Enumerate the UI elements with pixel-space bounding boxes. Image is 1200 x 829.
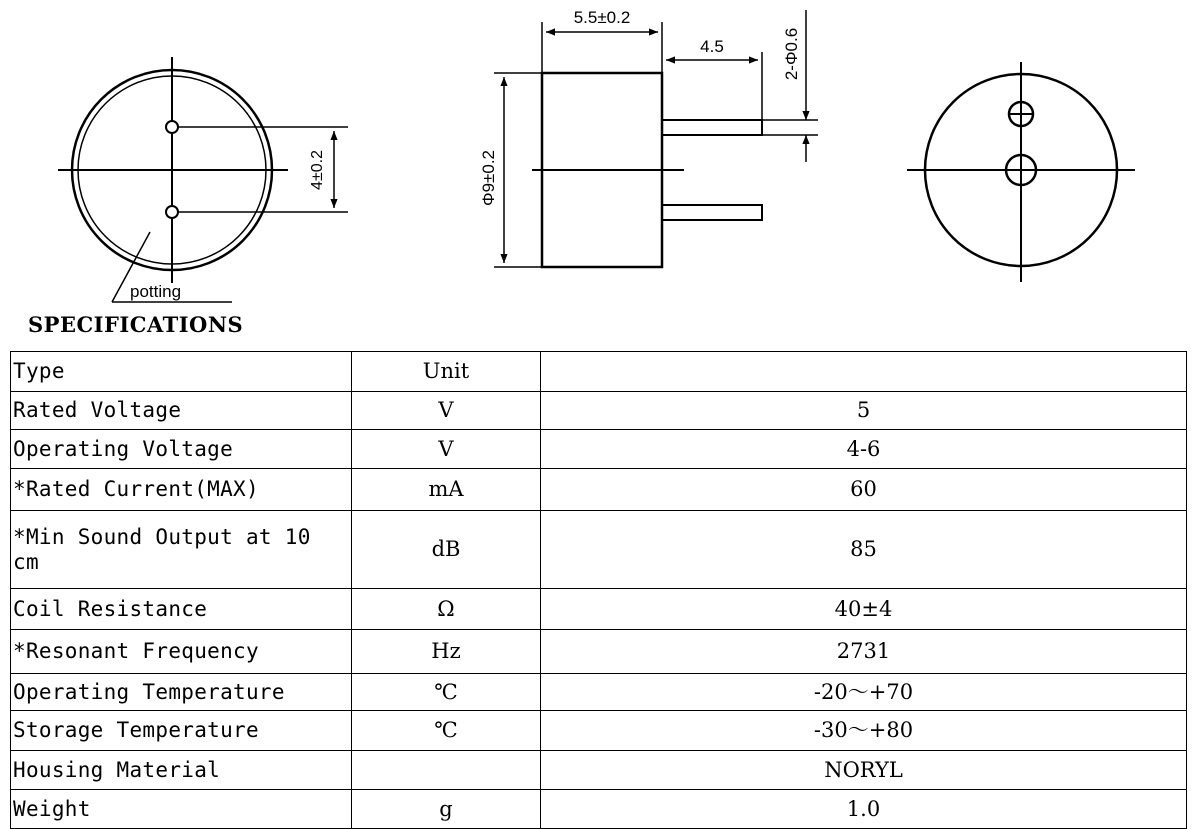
unit-cell: ℃: [352, 674, 541, 711]
value-cell: 60: [541, 469, 1187, 511]
table-row: [11, 469, 1187, 511]
table-row: [11, 589, 1187, 630]
value-cell: 1.0: [541, 790, 1187, 829]
param-cell: Weight: [11, 790, 352, 829]
value-cell: -20～+70: [541, 674, 1187, 711]
unit-cell: dB: [352, 511, 541, 589]
potting-label: potting: [130, 282, 182, 301]
param-cell: Coil Resistance: [11, 589, 352, 630]
value-cell: 85: [541, 511, 1187, 589]
unit-cell: Ω: [352, 589, 541, 630]
value-cell: 4-6: [541, 430, 1187, 469]
back-view: [907, 62, 1135, 282]
front-pin-bottom: [166, 206, 178, 218]
value-cell: -30～+80: [541, 711, 1187, 751]
unit-cell: [352, 751, 541, 790]
value-cell: 5: [541, 392, 1187, 430]
param-cell: *Rated Current(MAX): [11, 469, 352, 511]
front-view: [58, 57, 348, 302]
param-cell: Operating Voltage: [11, 430, 352, 469]
table-row: [11, 392, 1187, 430]
table-row: [11, 430, 1187, 469]
specifications-table: [10, 351, 1187, 829]
param-cell: Housing Material: [11, 751, 352, 790]
table-row: [11, 352, 1187, 392]
side-pin-top: [662, 120, 762, 135]
unit-cell: Hz: [352, 630, 541, 674]
unit-cell: Unit: [352, 352, 541, 392]
unit-cell: g: [352, 790, 541, 829]
param-cell: Rated Voltage: [11, 392, 352, 430]
specifications-table-body: [11, 352, 1187, 829]
length-label: 5.5±0.2: [573, 8, 631, 27]
param-cell: Storage Temperature: [11, 711, 352, 751]
table-row: [11, 630, 1187, 674]
unit-cell: ℃: [352, 711, 541, 751]
table-row: [11, 674, 1187, 711]
value-cell: 2731: [541, 630, 1187, 674]
param-cell: *Min Sound Output at 10 cm: [11, 511, 352, 589]
value-cell: NORYL: [541, 751, 1187, 790]
pin-length-label: 4.5: [700, 37, 724, 56]
side-view: [494, 10, 818, 267]
diameter-label: Φ9±0.2: [479, 150, 498, 206]
specifications-title: SPECIFICATIONS: [28, 312, 244, 337]
technical-drawings: [0, 0, 1200, 310]
param-cell: Operating Temperature: [11, 674, 352, 711]
value-cell: [541, 352, 1187, 392]
pin-diameter-label: 2-Φ0.6: [782, 27, 801, 81]
side-pin-bottom: [662, 205, 762, 220]
table-row: [11, 511, 1187, 589]
unit-cell: V: [352, 430, 541, 469]
unit-cell: V: [352, 392, 541, 430]
pin-spacing-label: 4±0.2: [309, 150, 326, 190]
table-row: [11, 711, 1187, 751]
front-pin-top: [166, 121, 178, 133]
unit-cell: mA: [352, 469, 541, 511]
table-row: [11, 751, 1187, 790]
param-cell: *Resonant Frequency: [11, 630, 352, 674]
param-cell: Type: [11, 352, 352, 392]
value-cell: 40±4: [541, 589, 1187, 630]
